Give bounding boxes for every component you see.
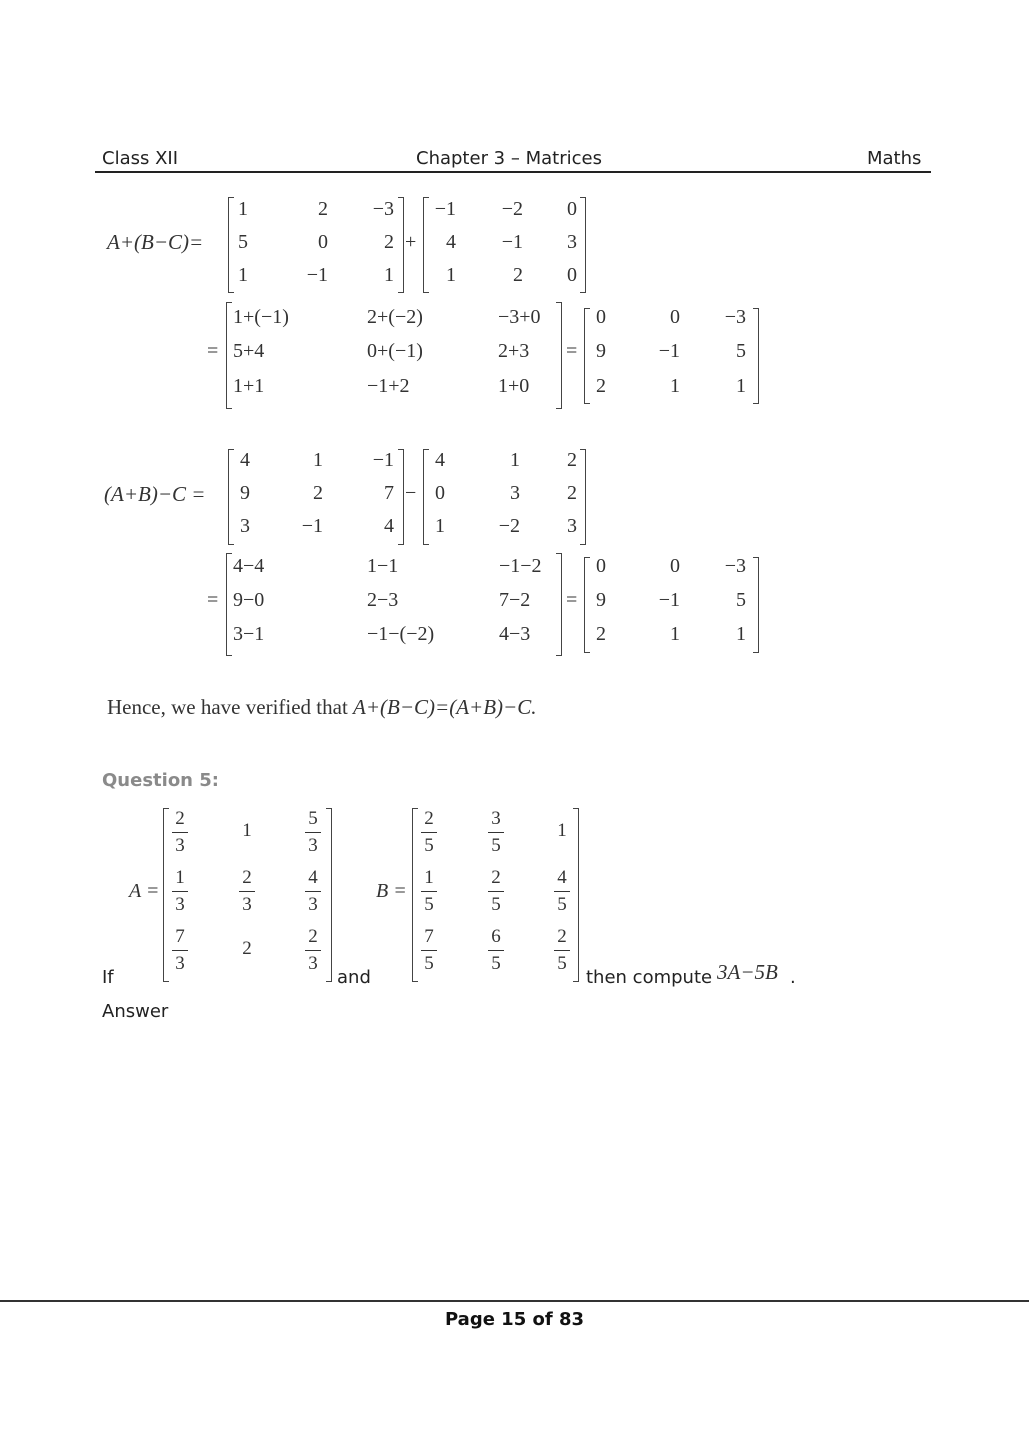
question-and: and <box>337 967 371 988</box>
denominator: 3 <box>308 835 318 857</box>
matrix-cell: 0 <box>670 555 680 577</box>
matrix-cell: −1 <box>306 264 328 286</box>
eq1-operator: + <box>405 231 417 253</box>
question-title: Question 5: <box>102 770 219 791</box>
matrix-cell: −1 <box>434 198 456 220</box>
matrix-cell: 1 <box>238 198 248 220</box>
matrix-cell: 1 <box>242 820 252 841</box>
fraction-cell <box>305 867 321 916</box>
matrix-cell: 2+(−2) <box>367 306 423 328</box>
matrix-a-label: A = <box>129 880 160 902</box>
question-then: then compute <box>586 967 713 988</box>
conclusion-math: A+(B−C)=(A+B)−C. <box>353 695 537 719</box>
fraction-bar <box>421 832 437 833</box>
matrix-cell: −2 <box>498 515 520 537</box>
right-bracket <box>573 808 579 982</box>
fraction-bar <box>421 950 437 951</box>
fraction-bar <box>488 891 504 892</box>
numerator: 2 <box>424 808 434 829</box>
right-bracket <box>556 553 562 656</box>
question-period: . <box>790 967 796 988</box>
matrix-cell: 0 <box>567 264 577 286</box>
matrix-cell: 1+(−1) <box>233 306 289 328</box>
numerator: 2 <box>491 867 501 888</box>
matrix-cell: 3 <box>510 482 520 504</box>
denominator: 5 <box>491 953 501 975</box>
fraction-cell <box>421 926 437 975</box>
matrix-cell: −3 <box>724 306 746 328</box>
fraction-cell <box>172 808 188 857</box>
fraction-cell <box>172 926 188 975</box>
matrix-cell: −1 <box>501 231 523 253</box>
matrix-cell: 2−3 <box>367 589 399 611</box>
matrix-cell: 5+4 <box>233 340 265 362</box>
fraction-cell <box>421 808 437 857</box>
matrix-cell: 5 <box>736 589 746 611</box>
numerator: 6 <box>491 926 501 947</box>
matrix-cell: 1 <box>510 449 520 471</box>
matrix-cell: 1 <box>446 264 456 286</box>
numerator: 4 <box>308 867 318 888</box>
denominator: 5 <box>491 894 501 916</box>
matrix-cell: 1+0 <box>498 375 530 397</box>
matrix-cell: 0 <box>567 198 577 220</box>
matrix-cell: 5 <box>736 340 746 362</box>
matrix-cell: −1 <box>301 515 323 537</box>
page-number: Page 15 of 83 <box>444 1309 585 1330</box>
matrix-cell: 1 <box>435 515 445 537</box>
numerator: 1 <box>175 867 185 888</box>
matrix-cell: 1 <box>384 264 394 286</box>
eq2-lhs: (A+B)−C = <box>104 482 206 506</box>
matrix-cell: 5 <box>238 231 248 253</box>
matrix-cell: 1−1 <box>367 555 399 577</box>
fraction-bar <box>554 891 570 892</box>
matrix-cell: 4−3 <box>499 623 531 645</box>
right-bracket <box>398 449 404 545</box>
footer-divider <box>0 1300 1029 1302</box>
matrix-cell: 7−2 <box>499 589 531 611</box>
header-divider <box>95 171 931 173</box>
fraction-cell <box>172 867 188 916</box>
denominator: 5 <box>424 953 434 975</box>
expression-text: 3A−5B <box>717 960 778 984</box>
matrix-cell: 0 <box>435 482 445 504</box>
matrix-cell: 2 <box>242 938 252 959</box>
matrix-cell: 0+(−1) <box>367 340 423 362</box>
left-bracket <box>226 302 232 409</box>
eq2-equals-2: = <box>566 589 578 611</box>
left-bracket <box>412 808 418 982</box>
fraction-cell <box>239 867 255 916</box>
matrix-cell: 2 <box>513 264 523 286</box>
matrix-cell: 4 <box>240 449 250 471</box>
left-bracket <box>226 553 232 656</box>
denominator: 5 <box>557 953 567 975</box>
matrix-cell: −1 <box>372 449 394 471</box>
matrix-cell: 2 <box>596 623 606 645</box>
right-bracket <box>580 449 586 545</box>
matrix-cell: 2 <box>596 375 606 397</box>
numerator: 3 <box>491 808 501 829</box>
numerator: 7 <box>175 926 185 947</box>
eq1-equals: = <box>207 340 219 362</box>
fraction-bar <box>421 891 437 892</box>
matrix-cell: 4−4 <box>233 555 265 577</box>
matrix-cell: 2 <box>567 482 577 504</box>
matrix-cell: 1 <box>670 623 680 645</box>
right-bracket <box>398 197 404 293</box>
right-bracket <box>556 302 562 409</box>
matrix-cell: 3 <box>567 231 577 253</box>
fraction-cell <box>488 926 504 975</box>
eq2-operator: − <box>405 482 417 504</box>
matrix-cell: 2 <box>318 198 328 220</box>
fraction-bar <box>305 832 321 833</box>
answer-label: Answer <box>102 1001 169 1022</box>
header-subject: Maths <box>867 148 922 169</box>
fraction-cell <box>554 926 570 975</box>
matrix-cell: 3−1 <box>233 623 265 645</box>
conclusion-words: Hence, we have verified that <box>107 695 354 719</box>
fraction-bar <box>172 832 188 833</box>
fraction-cell <box>488 867 504 916</box>
matrix-cell: 2 <box>384 231 394 253</box>
eq1-lhs: A+(B−C)= <box>107 230 204 254</box>
matrix-cell: 1 <box>238 264 248 286</box>
numerator: 4 <box>557 867 567 888</box>
header-class: Class XII <box>102 148 179 169</box>
matrix-cell: 1 <box>736 623 746 645</box>
numerator: 2 <box>308 926 318 947</box>
matrix-cell: −1 <box>658 340 680 362</box>
fraction-bar <box>305 950 321 951</box>
matrix-cell: 4 <box>435 449 445 471</box>
header-chapter: Chapter 3 – Matrices <box>416 148 602 169</box>
denominator: 5 <box>491 835 501 857</box>
matrix-cell: 9 <box>596 340 606 362</box>
fraction-cell <box>488 808 504 857</box>
denominator: 3 <box>175 894 185 916</box>
numerator: 5 <box>308 808 318 829</box>
matrix-cell: −1 <box>658 589 680 611</box>
fraction-cell <box>421 867 437 916</box>
matrix-cell: −1+2 <box>367 375 410 397</box>
fraction-cell <box>554 867 570 916</box>
matrix-cell: −2 <box>501 198 523 220</box>
matrix-cell: −3 <box>724 555 746 577</box>
matrix-cell: 1 <box>313 449 323 471</box>
matrix-cell: 0 <box>596 555 606 577</box>
numerator: 1 <box>424 867 434 888</box>
right-bracket <box>580 197 586 293</box>
matrix-cell: 0 <box>318 231 328 253</box>
fraction-bar <box>488 832 504 833</box>
matrix-cell: 4 <box>384 515 394 537</box>
fraction-bar <box>305 891 321 892</box>
denominator: 3 <box>175 835 185 857</box>
matrix-cell: 0 <box>596 306 606 328</box>
matrix-cell: 2 <box>313 482 323 504</box>
matrix-cell: −3 <box>372 198 394 220</box>
left-bracket <box>163 808 169 982</box>
matrix-cell: 0 <box>670 306 680 328</box>
eq2-equals: = <box>207 589 219 611</box>
fraction-bar <box>239 891 255 892</box>
matrix-cell: −3+0 <box>498 306 541 328</box>
denominator: 3 <box>308 894 318 916</box>
denominator: 5 <box>424 894 434 916</box>
denominator: 5 <box>557 894 567 916</box>
matrix-cell: 3 <box>567 515 577 537</box>
matrix-cell: −1−(−2) <box>367 623 435 645</box>
denominator: 3 <box>175 953 185 975</box>
numerator: 7 <box>424 926 434 947</box>
denominator: 5 <box>424 835 434 857</box>
fraction-cell <box>305 808 321 857</box>
matrix-cell: 1 <box>736 375 746 397</box>
matrix-cell: 1 <box>670 375 680 397</box>
numerator: 2 <box>557 926 567 947</box>
matrix-cell: 2+3 <box>498 340 530 362</box>
matrix-cell: −1−2 <box>499 555 542 577</box>
matrix-cell: 1 <box>557 820 567 841</box>
question-expression <box>717 960 778 985</box>
right-bracket <box>753 557 759 653</box>
matrix-cell: 9 <box>240 482 250 504</box>
numerator: 2 <box>175 808 185 829</box>
matrix-cell: 2 <box>567 449 577 471</box>
fraction-bar <box>488 950 504 951</box>
conclusion-text <box>107 695 536 720</box>
matrix-cell: 9−0 <box>233 589 265 611</box>
right-bracket <box>753 308 759 404</box>
question-if: If <box>102 967 114 988</box>
numerator: 2 <box>242 867 252 888</box>
matrix-cell: 7 <box>384 482 394 504</box>
matrix-cell: 9 <box>596 589 606 611</box>
fraction-bar <box>172 950 188 951</box>
fraction-bar <box>172 891 188 892</box>
matrix-b-label: B = <box>376 880 407 902</box>
fraction-cell <box>305 926 321 975</box>
denominator: 3 <box>242 894 252 916</box>
matrix-cell: 1+1 <box>233 375 265 397</box>
denominator: 3 <box>308 953 318 975</box>
matrix-cell: 4 <box>446 231 456 253</box>
fraction-bar <box>554 950 570 951</box>
matrix-cell: 3 <box>240 515 250 537</box>
eq1-equals-2: = <box>566 340 578 362</box>
right-bracket <box>326 808 332 982</box>
